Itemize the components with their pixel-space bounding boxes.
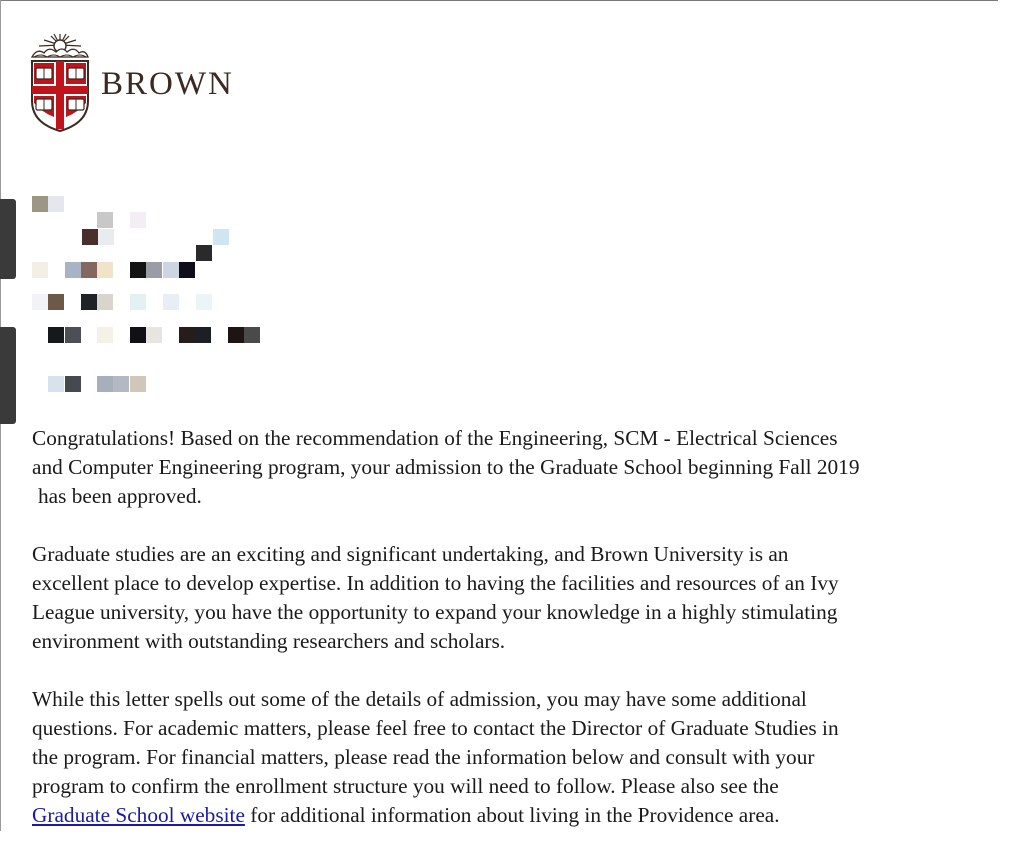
brown-logo [29,31,234,133]
paragraph-congratulations [32,424,1007,511]
paragraph-line: program to confirm the enrollment structure you will need to follow. Please also see the [32,774,779,798]
paragraph-line [32,801,1007,830]
redacted-address-block [30,192,290,402]
paragraph-line: While this letter spells out some of the details of admission, you may have some additional [32,687,807,711]
paragraph-graduate-studies [32,540,1007,656]
paragraph-line: and Computer Engineering program, your admission to the Graduate School beginning Fall 2019 [32,455,860,479]
paragraph-line: Congratulations! Based on the recommendation of the Engineering, SCM - Electrical Sciences [32,426,838,450]
paragraph-line: environment with outstanding researchers and scholars. [32,629,506,653]
graduate-school-website-link[interactable]: Graduate School website [32,803,245,827]
paragraph-details [32,685,1007,830]
paragraph-line: Graduate studies are an exciting and significant undertaking, and Brown University is an [32,542,789,566]
letter-body [32,424,1007,859]
paragraph-line: excellent place to develop expertise. In addition to having the facilities and resources of an Ivy [32,571,839,595]
scroll-tab-upper [0,199,16,279]
paragraph-line: League university, you have the opportunity to expand your knowledge in a highly stimulating [32,600,838,624]
paragraph-line: the program. For financial matters, please read the information below and consult with your [32,745,815,769]
paragraph-line: questions. For academic matters, please feel free to contact the Director of Graduate Studies in [32,716,839,740]
brown-shield-icon [29,31,91,133]
link-trailing-text: for additional information about living in the Providence area. [244,803,780,827]
scroll-tab-lower [0,327,16,424]
paragraph-line: has been approved. [38,484,202,508]
page-border-top [0,0,998,1]
wordmark: BROWN [101,65,234,102]
